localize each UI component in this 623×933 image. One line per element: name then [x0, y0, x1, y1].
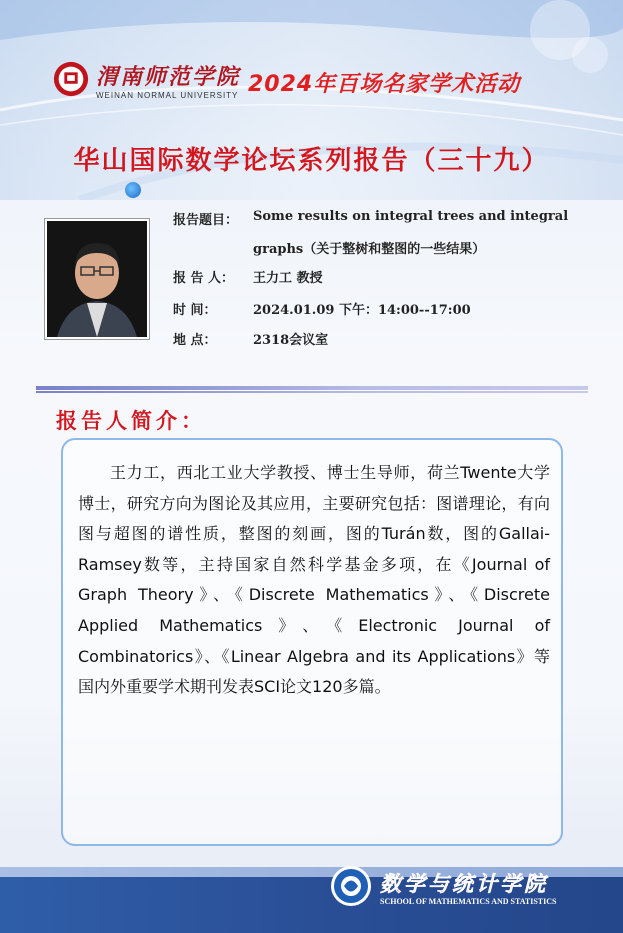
place-label: 地 点：	[173, 333, 217, 348]
school-english-name: SCHOOL OF MATHEMATICS AND STATISTICS	[380, 897, 557, 906]
bio-text: 王力工，西北工业大学教授、博士生导师，荷兰Twente大学博士，研究方向为图论及其应用，主要研究包括：图谱理论，有向图与超图的谱性质，整图的刻画，图的Turán数，图的Gallai-Ramsey数等，主持国家自然科学基金多项，在《Journal of Graph Theory》、《Discrete Mathematics》、《Discrete Applied Mathematics》、《Electronic Journal of Combinatorics》、《Linear Algebra and its Applications》等国内外重要学术期刊发表SCI论文120多篇。	[78, 463, 550, 697]
title-line-2: graphs（关于整树和整图的一些结果）	[253, 242, 486, 257]
school-logo-icon	[330, 865, 372, 907]
university-logo-icon	[52, 60, 90, 98]
speaker-value: 王力工 教授	[253, 271, 323, 286]
speaker-photo	[45, 219, 149, 339]
event-title: 2024年百场名家学术活动	[248, 72, 521, 97]
divider-highlight	[36, 390, 588, 391]
series-title: 华山国际数学论坛系列报告（三十九）	[73, 146, 550, 176]
place-value: 2318会议室	[253, 333, 329, 348]
speaker-label: 报 告 人：	[173, 271, 235, 286]
university-name: 渭南师范学院	[96, 64, 241, 90]
title-line-1: Some results on integral trees and integral	[253, 209, 569, 224]
time-value: 2024.01.09 下午：14:00--17:00	[253, 303, 471, 318]
time-label: 时 间：	[173, 303, 217, 318]
title-label: 报告题目：	[173, 213, 239, 228]
school-name: 数学与统计学院	[380, 872, 548, 896]
university-english-name: WEINAN NORMAL UNIVERSITY	[96, 91, 239, 100]
decorative-dot-icon	[125, 182, 141, 198]
bio-section-title: 报告人简介：	[56, 408, 206, 433]
